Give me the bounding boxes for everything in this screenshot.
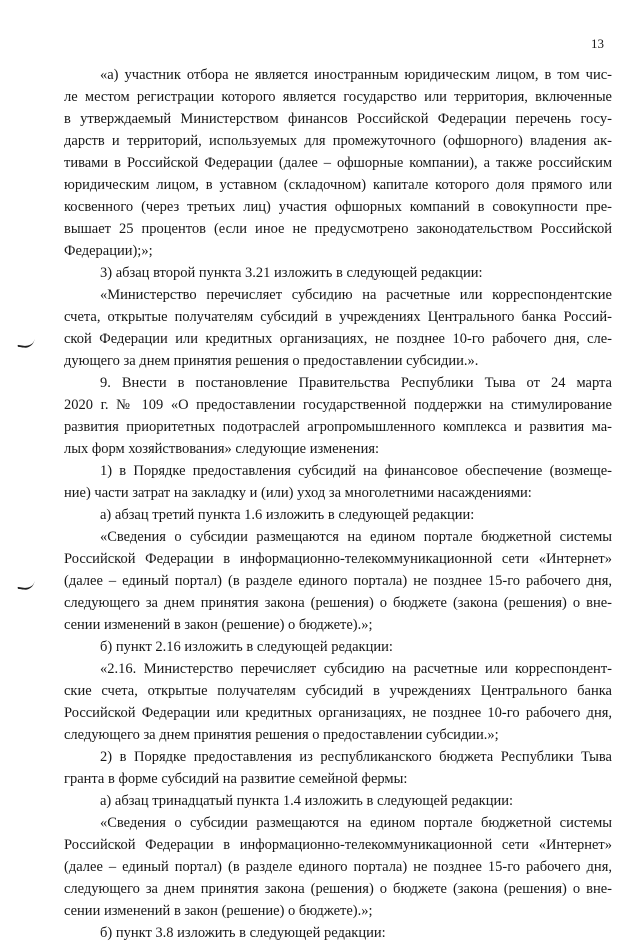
text-line: «а) участник отбора не является иностранным юридическим лицом, в том чис- <box>100 67 612 83</box>
text-line: «Сведения о субсидии размещаются на едином портале бюджетной системы <box>100 815 612 831</box>
text-line: сении изменений в закон (решение) о бюджете).»; <box>64 617 373 633</box>
text-line: счета, открытые получателям субсидий в учреждениях Центрального банка Россий- <box>64 309 612 325</box>
text-line: ские счета, открытые получателям субсидий в учреждениях Центрального банка <box>64 683 612 699</box>
margin-mark-2 <box>17 579 34 591</box>
text-line: 2) в Порядке предоставления из республиканского бюджета Республики Тыва <box>100 749 612 765</box>
text-line: в утверждаемый Министерством финансов Российской Федерации перечень госу- <box>64 111 612 127</box>
text-line: юридическим лицом, в уставном (складочном) капитале которого доля прямого или <box>64 177 612 193</box>
text-line: дарств и территорий, используемых для промежуточного (офшорного) владения ак- <box>64 133 612 149</box>
text-line: следующего за днем принятия закона (решения) о бюджете (закона (решения) о вне- <box>64 881 612 897</box>
text-line: а) абзац тринадцатый пункта 1.4 изложить в следующей редакции: <box>100 793 514 809</box>
text-line: 1) в Порядке предоставления субсидий на финансовое обеспечение (возмеще- <box>100 463 612 479</box>
text-line: косвенного (через третьих лиц) участия офшорных компаний в совокупности пре- <box>64 199 612 215</box>
text-line: «2.16. Министерство перечисляет субсидию на расчетные или корреспондент- <box>100 661 612 677</box>
page-number: 13 <box>591 36 604 51</box>
text-line: следующего за днем принятия закона (решения) о бюджете (закона (решения) о вне- <box>64 595 612 611</box>
text-line: 9. Внести в постановление Правительства Республики Тыва от 24 марта <box>100 375 612 391</box>
text-line: вышает 25 процентов (если иное не предусмотрено законодательством Российской <box>64 221 612 237</box>
text-line: (далее – единый портал) (в разделе единого портала) не позднее 15-го рабочего дня, <box>64 859 612 875</box>
text-line: гранта в форме субсидий на развитие семейной фермы: <box>64 771 408 787</box>
text-line: ской Федерации или кредитных организациях, не позднее 10-го рабочего дня, сле- <box>64 331 612 347</box>
margin-mark-1 <box>17 337 34 349</box>
text-line: тивами в Российской Федерации (далее – офшорные компании), а также российским <box>64 155 612 171</box>
text-line: «Министерство перечисляет субсидию на расчетные или корреспондентские <box>100 287 612 303</box>
text-line: ле местом регистрации которого является государство или территория, включенные <box>64 89 612 105</box>
text-line: развития приоритетных подотраслей агропромышленного комплекса и развития ма- <box>64 419 612 435</box>
text-line: б) пункт 3.8 изложить в следующей редакции: <box>100 925 386 941</box>
text-line: (далее – единый портал) (в разделе единого портала) не позднее 15-го рабочего дня, <box>64 573 612 589</box>
text-line: «Сведения о субсидии размещаются на едином портале бюджетной системы <box>100 529 612 545</box>
text-line: 3) абзац второй пункта 3.21 изложить в следующей редакции: <box>100 265 483 281</box>
text-line: следующего за днем принятия решения о предоставлении субсидии.»; <box>64 727 499 743</box>
text-line: лых форм хозяйствования» следующие изменения: <box>64 441 380 457</box>
text-line: ние) части затрат на закладку и (или) уход за многолетними насаждениями: <box>64 485 532 501</box>
text-line: сении изменений в закон (решение) о бюджете).»; <box>64 903 373 919</box>
text-line: Российской Федерации или кредитных организациях, не позднее 10-го рабочего дня, <box>64 705 612 721</box>
document-text <box>64 64 612 944</box>
text-line: а) абзац третий пункта 1.6 изложить в следующей редакции: <box>100 507 475 523</box>
text-line: б) пункт 2.16 изложить в следующей редакции: <box>100 639 393 655</box>
text-line: 2020 г. № 109 «О предоставлении государственной поддержки на стимулирование <box>64 397 612 413</box>
text-line: Федерации);»; <box>64 243 153 259</box>
text-line: Российской Федерации в информационно-телекоммуникационной сети «Интернет» <box>64 551 612 567</box>
text-line: дующего за днем принятия решения о предоставлении субсидии.». <box>64 353 479 369</box>
text-line: Российской Федерации в информационно-телекоммуникационной сети «Интернет» <box>64 837 612 853</box>
